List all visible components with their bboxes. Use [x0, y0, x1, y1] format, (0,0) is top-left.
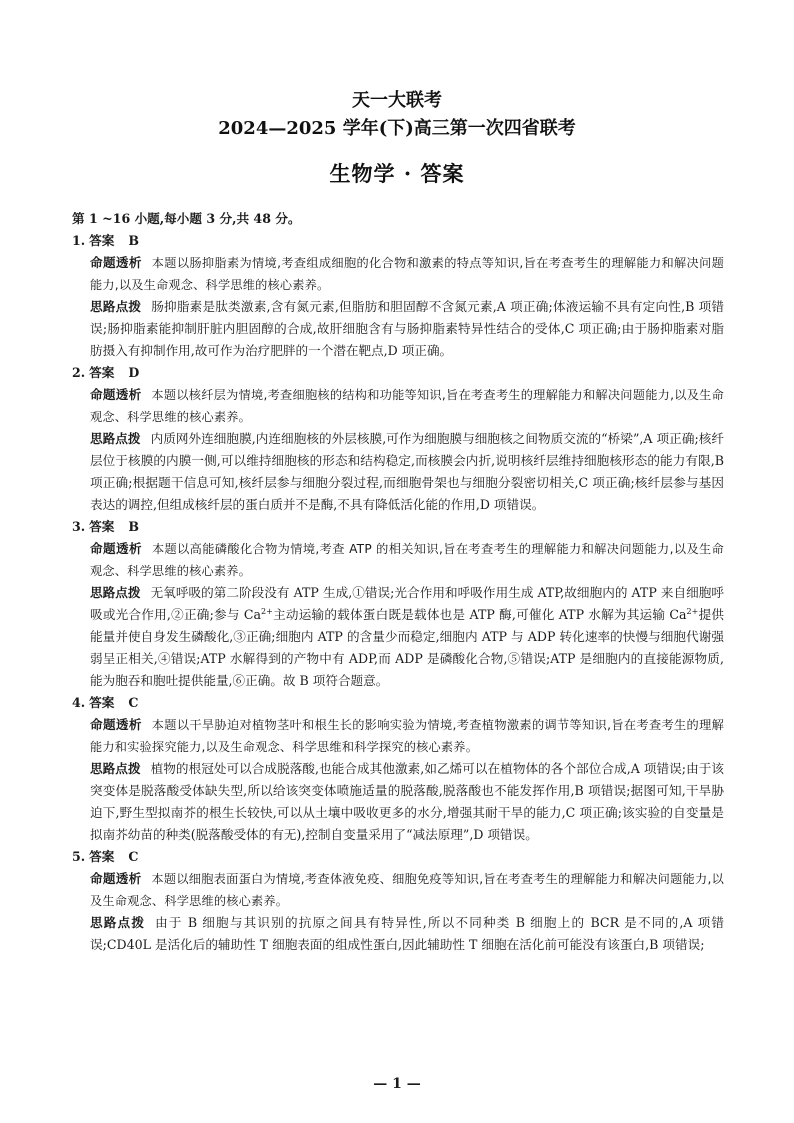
page-number: — 1 — — [373, 1076, 421, 1092]
proposition-analysis — [90, 714, 724, 758]
answer-label: 答案 — [89, 849, 115, 864]
proposition-analysis-text: 本题以肠抑脂素为情境,考查组成细胞的化合物和激素的特点等知识,旨在考查考生的理解能力和解决问题能力,以及生命观念、科学思维的核心素养。 — [90, 256, 724, 292]
solution-hint — [90, 296, 724, 362]
answer-label: 答案 — [89, 233, 115, 248]
proposition-analysis-label: 命题透析 — [90, 717, 142, 732]
question-number: 5. — [72, 849, 86, 864]
subject-answer-title: 生物学 · 答案 — [329, 161, 465, 186]
question-5 — [72, 846, 724, 956]
solution-hint-label: 思路点拨 — [90, 299, 142, 314]
question-number: 2. — [72, 365, 86, 380]
answer-label: 答案 — [89, 695, 115, 710]
proposition-analysis-label: 命题透析 — [90, 387, 142, 402]
question-3 — [72, 516, 724, 692]
answer-line — [72, 362, 724, 384]
answer-choice: C — [128, 695, 139, 710]
calcium-charge-superscript: 2+ — [261, 606, 273, 616]
answer-label: 答案 — [89, 365, 115, 380]
answer-content — [72, 208, 724, 956]
answer-choice: B — [128, 519, 139, 534]
calcium-charge-superscript: 2+ — [686, 606, 699, 616]
question-1 — [72, 230, 724, 362]
solution-hint-text-c: 提供能量并使自身发生磷酸化,③正确;细胞内 ATP 的含量少而稳定,细胞内 ATP 与 ADP 转化速率的快慢与细胞代谢强弱呈正相关,④错误;ATP 水解得到的产物中有 ADP,而 ADP 是磷酸化合物,⑤错误;ATP 是细胞内的直接能源物质,能为胞吞和胞吐提供能量,⑥正确。故 B 项符合题意。 — [90, 607, 724, 688]
proposition-analysis-text: 本题以高能磷酸化合物为情境,考查 ATP 的相关知识,旨在考查考生的理解能力和解决问题能力,以及生命观念、科学思维的核心素养。 — [90, 542, 724, 578]
solution-hint-label: 思路点拨 — [90, 585, 141, 600]
solution-hint-label: 思路点拨 — [90, 431, 141, 446]
question-number: 4. — [72, 695, 86, 710]
proposition-analysis-label: 命题透析 — [90, 255, 142, 270]
solution-hint-text-a: 无氧呼吸的第二阶段没有 ATP 生成,①错误;光合作用和呼吸作用生成 ATP,故细胞内的 ATP 来自细胞呼吸或光合作用,②正确;参与 Ca — [90, 585, 725, 622]
proposition-analysis-label: 命题透析 — [90, 541, 142, 556]
proposition-analysis-text: 本题以核纤层为情境,考查细胞核的结构和功能等知识,旨在考查考生的理解能力和解决问题能力,以及生命观念、科学思维的核心素养。 — [90, 388, 724, 424]
question-4 — [72, 692, 724, 846]
solution-hint — [90, 912, 724, 956]
answer-choice: B — [128, 233, 139, 248]
answer-line — [72, 692, 724, 714]
answer-label: 答案 — [89, 519, 115, 534]
exam-organizer-title: 天一大联考 — [352, 90, 442, 111]
solution-hint-text-b: 主动运输的载体蛋白既是载体也是 ATP 酶,可催化 ATP 水解为其运输 Ca — [272, 607, 687, 622]
proposition-analysis — [90, 868, 724, 912]
proposition-analysis-text: 本题以细胞表面蛋白为情境,考查体液免疫、细胞免疫等知识,旨在考查考生的理解能力和解决问题能力,以及生命观念、科学思维的核心素养。 — [90, 872, 724, 908]
answer-line — [72, 230, 724, 252]
solution-hint-text: 内质网外连细胞膜,内连细胞核的外层核膜,可作为细胞膜与细胞核之间物质交流的“桥梁”,A 项正确;核纤层位于核膜的内膜一侧,可以维持细胞核的形态和结构稳定,而核膜会内折,说明核纤层维持细胞核形态的能力有限,B 项正确;根据题干信息可知,核纤层参与细胞分裂过程,而细胞骨架也与细胞分裂密切相关,C 项正确;核纤层参与基因表达的调控,但组成核纤层的蛋白质并不是酶,不具有降低活化能的作用,D 项错误。 — [90, 431, 724, 512]
solution-hint-text: 植物的根冠处可以合成脱落酸,也能合成其他激素,如乙烯可以在植物体的各个部位合成,A 项错误;由于该突变体是脱落酸受体缺失型,所以给该突变体喷施适量的脱落酸,脱落酸也不能发挥作用,B 项错误;据图可知,干旱胁迫下,野生型拟南芥的根生长较快,可以从土壤中吸收更多的水分,增强其耐干旱的能力,C 项正确;该实验的自变量是拟南芥幼苗的种类(脱落酸受体的有无),控制自变量采用了“减法原理”,D 项错误。 — [90, 761, 724, 842]
section-intro: 第 1 ~16 小题,每小题 3 分,共 48 分。 — [72, 211, 301, 226]
solution-hint-text: 由于 B 细胞与其识别的抗原之间具有特异性,所以不同种类 B 细胞上的 BCR 是不同的,A 项错误;CD40L 是活化后的辅助性 T 细胞表面的组成性蛋白,因此辅助性 T 细胞在活化前可能没有该蛋白,B 项错误; — [90, 915, 724, 952]
answer-line — [72, 516, 724, 538]
proposition-analysis — [90, 538, 724, 582]
solution-hint — [90, 428, 724, 516]
proposition-analysis-text: 本题以干旱胁迫对植物茎叶和根生长的影响实验为情境,考查植物激素的调节等知识,旨在考查考生的理解能力和实验探究能力,以及生命观念、科学思维和科学探究的核心素养。 — [90, 718, 724, 754]
proposition-analysis — [90, 252, 724, 296]
solution-hint-label: 思路点拨 — [90, 761, 141, 776]
solution-hint-text: 肠抑脂素是肽类激素,含有氮元素,但脂肪和胆固醇不含氮元素,A 项正确;体液运输不具有定向性,B 项错误;肠抑脂素能抑制肝脏内胆固醇的合成,故肝细胞含有与肠抑脂素特异性结合的受体,C 项正确;由于肠抑脂素对脂肪摄入有抑制作用,故可作为治疗肥胖的一个潜在靶点,D 项正确。 — [90, 299, 724, 358]
answer-choice: D — [128, 365, 140, 380]
solution-hint — [90, 758, 724, 846]
solution-hint-label: 思路点拨 — [90, 915, 146, 930]
exam-name-title: 2024—2025 学年(下)高三第一次四省联考 — [218, 118, 576, 139]
solution-hint — [90, 582, 724, 692]
proposition-analysis — [90, 384, 724, 428]
proposition-analysis-label: 命题透析 — [90, 871, 142, 886]
question-2 — [72, 362, 724, 516]
answer-choice: C — [128, 849, 139, 864]
answer-line — [72, 846, 724, 868]
question-number: 3. — [72, 519, 86, 534]
question-number: 1. — [72, 233, 86, 248]
